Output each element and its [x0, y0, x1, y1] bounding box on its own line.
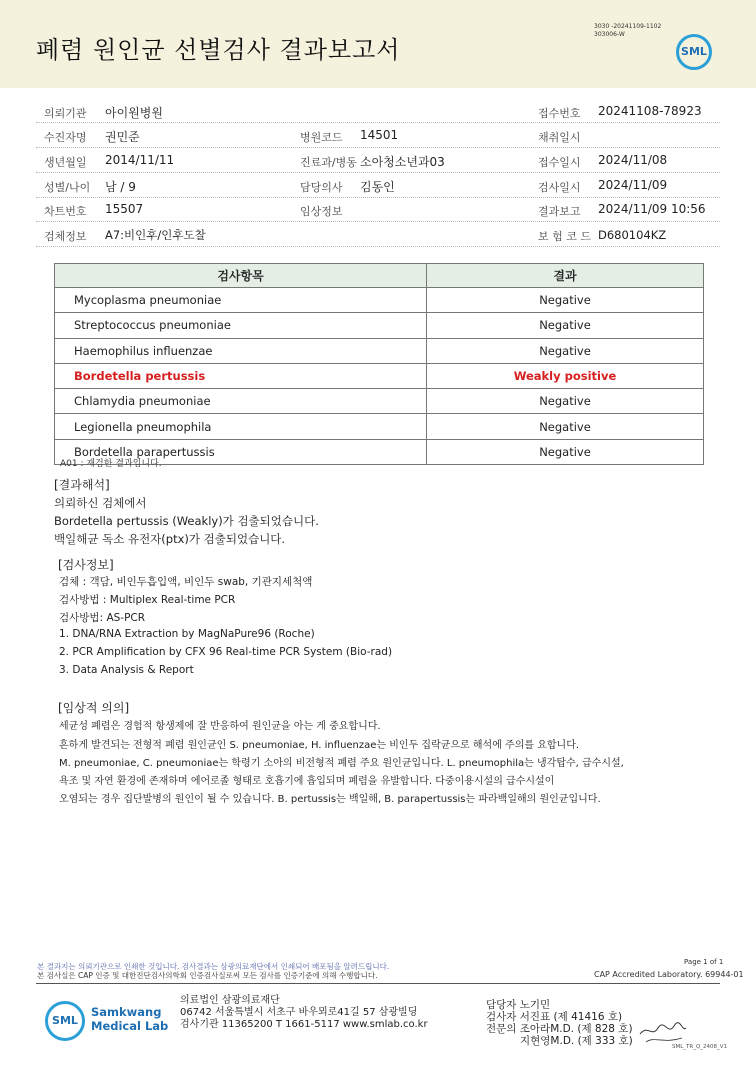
clinical-line: 욕조 및 자연 환경에 존재하며 에어로졸 형태로 호흡기에 흡입되며 폐렴을 유발합니다. 다중이용시설의 급수시설이 [59, 776, 555, 787]
info-label: 진료과/병동 [300, 156, 357, 169]
info-value: 20241108-78923 [598, 104, 702, 118]
test-name: Bordetella pertussis [55, 363, 427, 388]
brand-name [91, 1005, 168, 1033]
info-value: A7:비인후/인후도찰 [105, 228, 206, 242]
info-label: 차트번호 [44, 205, 87, 218]
document-code-line: 303006-W [594, 31, 625, 38]
info-label: 접수번호 [538, 107, 581, 120]
test-result: Weakly positive [427, 363, 704, 388]
staff-line: 검사자 서진표 (제 41416 호) [486, 1011, 623, 1023]
test-result: Negative [427, 414, 704, 439]
footer-staff [486, 999, 633, 1047]
document-code [594, 23, 661, 39]
test-info-line: 검사방법: AS-PCR [59, 612, 146, 624]
test-result: Negative [427, 313, 704, 338]
test-name: Mycoplasma pneumoniae [55, 288, 427, 313]
info-label: 임상정보 [300, 205, 343, 218]
info-value: 남 / 9 [105, 180, 136, 194]
info-label: 의뢰기관 [44, 107, 87, 120]
info-value: 김동인 [360, 180, 395, 194]
info-label: 생년월일 [44, 156, 87, 169]
footer-address [180, 995, 428, 1031]
info-value: 2024/11/09 [598, 178, 668, 192]
info-value: 2024/11/08 [598, 153, 668, 167]
info-label: 채취일시 [538, 131, 581, 144]
result-row [55, 389, 704, 414]
staff-line: 전문의 조아라M.D. (제 828 호) [486, 1023, 633, 1035]
result-row [55, 338, 704, 363]
footer-disclaimer: 본 결과지는 의뢰기관으로 인쇄한 것입니다. 검사결과는 삼광의료재단에서 인쇄되어 배포됨을 알려드립니다. [37, 962, 390, 971]
info-label: 검사일시 [538, 181, 581, 194]
info-value: 15507 [105, 202, 144, 216]
test-result: Negative [427, 439, 704, 464]
results-table [54, 263, 704, 465]
brand-line: Medical Lab [91, 1019, 169, 1033]
brand-line: Samkwang [91, 1005, 162, 1019]
test-name: Chlamydia pneumoniae [55, 389, 427, 414]
result-row [55, 414, 704, 439]
cap-accreditation: CAP Accredited Laboratory. 69944-01 [594, 970, 744, 979]
test-info-line: 검체 : 객담, 비인두흡입액, 비인두 swab, 기관지세척액 [59, 576, 313, 588]
test-info-line: 2. PCR Amplification by CFX 96 Real-time PCR System (Bio-rad) [59, 646, 393, 658]
test-info-line: 1. DNA/RNA Extraction by MagNaPure96 (Roche) [59, 628, 315, 640]
clinical-line: 세균성 폐렴은 경험적 항생제에 잘 반응하여 원인균을 아는 게 중요합니다. [59, 721, 381, 732]
info-label: 결과보고 [538, 205, 581, 218]
test-name: Streptococcus pneumoniae [55, 313, 427, 338]
info-value: 14501 [360, 128, 399, 142]
info-value: D680104KZ [598, 228, 667, 242]
row-divider [36, 122, 720, 123]
info-label: 보 험 코 드 [538, 230, 591, 243]
info-label: 성별/나이 [44, 181, 91, 194]
row-divider [36, 221, 720, 222]
test-result: Negative [427, 338, 704, 363]
test-result: Negative [427, 389, 704, 414]
row-divider [36, 147, 720, 148]
result-note: A01 : 재검한 결과입니다. [60, 459, 162, 469]
info-value: 소아청소년과03 [360, 155, 445, 169]
info-label: 접수일시 [538, 156, 581, 169]
sml-logo: SML [676, 34, 712, 70]
test-info-title: [검사정보] [58, 558, 114, 572]
info-value: 권민준 [105, 130, 140, 144]
address-line: 의료법인 삼광의료재단 [180, 995, 280, 1006]
info-label: 수진자명 [44, 131, 87, 144]
info-value: 2014/11/11 [105, 153, 175, 167]
interpretation-title: [결과해석] [54, 478, 110, 492]
clinical-title: [임상적 의의] [58, 701, 130, 715]
result-row [55, 363, 704, 388]
info-label: 담당의사 [300, 181, 343, 194]
clinical-line: 오염되는 경우 집단발병의 원인이 될 수 있습니다. B. pertussis는 백일해, B. parapertussis는 파라백일해의 원인균입니다. [59, 794, 601, 805]
row-divider [36, 172, 720, 173]
interpretation-line: Bordetella pertussis (Weakly)가 검출되었습니다. [54, 514, 319, 528]
table-header-row [55, 264, 704, 288]
interpretation-line: 백일해균 독소 유전자(ptx)가 검출되었습니다. [54, 532, 286, 546]
sml-footer-logo: SML [45, 1001, 85, 1041]
test-result: Negative [427, 288, 704, 313]
report-title: 폐렴 원인균 선별검사 결과보고서 [36, 36, 401, 64]
test-name: Haemophilus influenzae [55, 338, 427, 363]
staff-line: 담당자 노기민 [486, 999, 551, 1011]
document-code-line: 3030 -20241109-1102 [594, 23, 662, 30]
staff-line: 지현영M.D. (제 333 호) [520, 1035, 633, 1047]
info-label: 검체정보 [44, 230, 87, 243]
test-name: Legionella pneumophila [55, 414, 427, 439]
column-header-result: 결과 [427, 264, 704, 288]
address-line: 검사기관 11365200 T 1661-5117 www.smlab.co.kr [180, 1019, 428, 1030]
address-line: 06742 서울특별시 서초구 바우뫼로41길 57 삼광빌딩 [180, 1007, 418, 1018]
clinical-line: 흔하게 발견되는 전형적 폐렴 원인균인 S. pneumoniae, H. influenzae는 비인두 집락균으로 해석에 주의를 요합니다. [59, 740, 580, 751]
info-value: 2024/11/09 10:56 [598, 202, 706, 216]
interpretation-line: 의뢰하신 검체에서 [54, 496, 147, 510]
clinical-line: M. pneumoniae, C. pneumoniae는 학령기 소아의 비전형적 폐렴 주요 원인균입니다. L. pneumophila는 냉각탑수, 급수시설, [59, 758, 624, 769]
column-header-test: 검사항목 [55, 264, 427, 288]
footer-divider [36, 983, 720, 984]
test-info-line: 검사방법 : Multiplex Real-time PCR [59, 594, 236, 606]
results-body [55, 288, 704, 465]
row-divider [36, 197, 720, 198]
page-number: Page 1 of 1 [684, 958, 724, 966]
footer-disclaimer: 본 검사실은 CAP 인증 및 대한진단검사의학회 인증검사실로써 모든 검사를 인증기준에 의해 수행합니다. [37, 971, 378, 980]
result-row [55, 313, 704, 338]
info-label: 병원코드 [300, 131, 343, 144]
signature-mark [638, 1016, 688, 1046]
test-name: Bordetella parapertussis [55, 439, 427, 464]
form-code: SML_TR_Q_2408_V1 [672, 1044, 728, 1050]
result-row [55, 288, 704, 313]
info-value: 아이원병원 [105, 106, 163, 120]
row-divider [36, 246, 720, 247]
test-info-line: 3. Data Analysis & Report [59, 664, 194, 676]
